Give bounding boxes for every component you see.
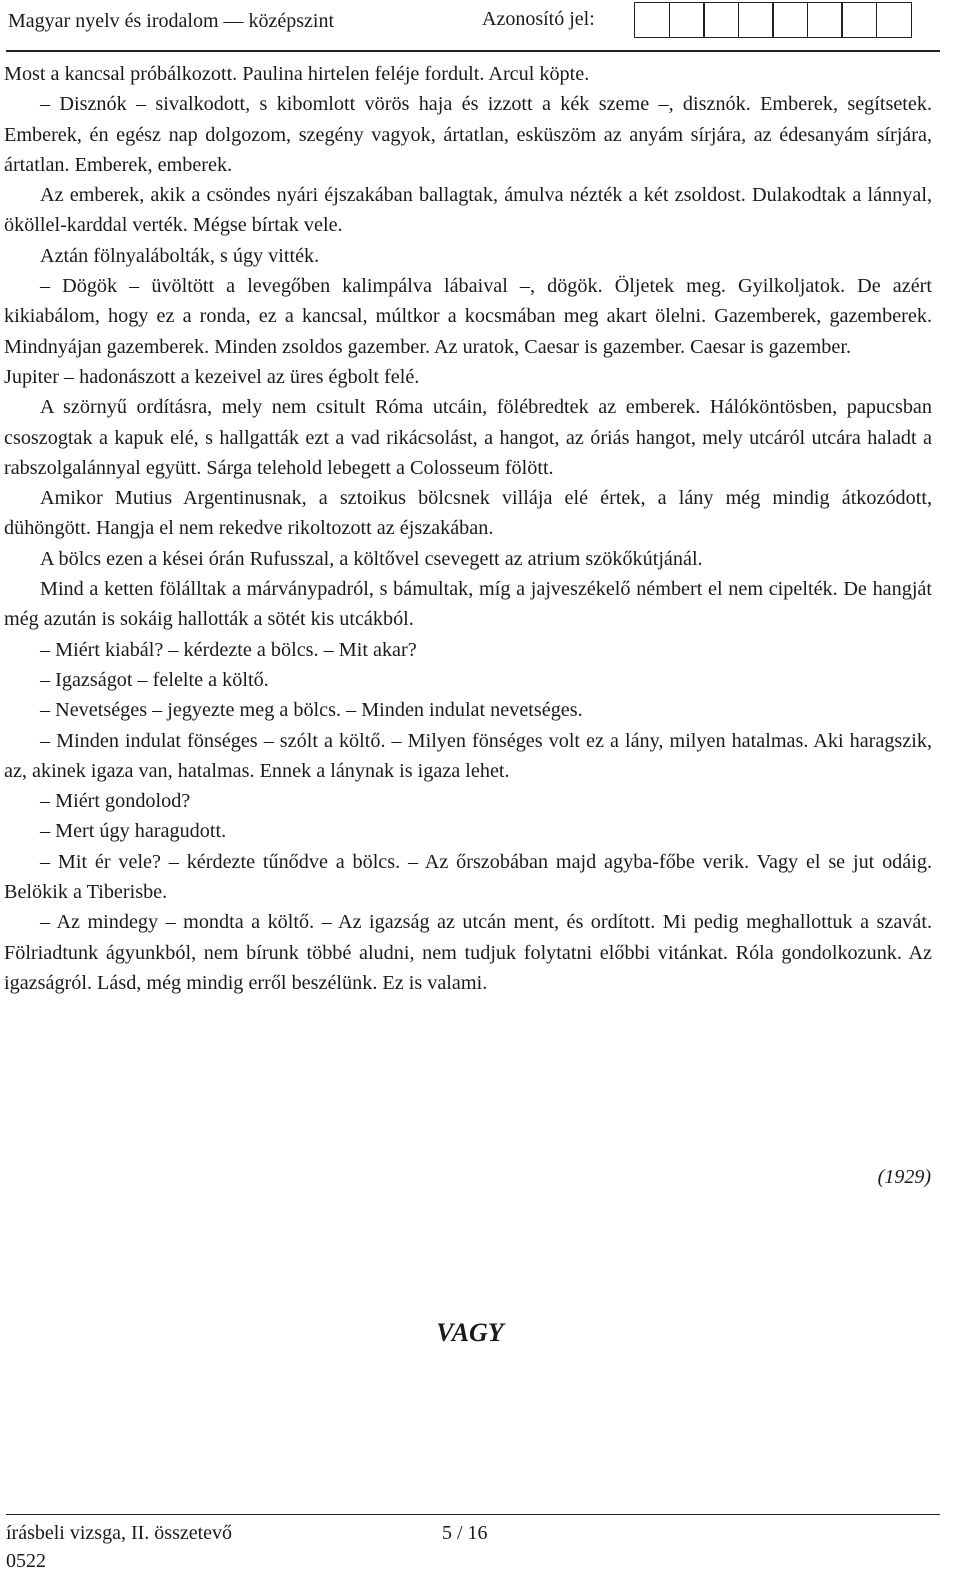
paragraph: Mind a ketten fölálltak a márványpadról, s bámultak, míg a jajveszékelő némbert el nem cipelték. De hangját még azután is sokáig hallották a sötét kis utcákból. (4, 578, 932, 631)
paragraph: – Az mindegy – mondta a költő. – Az igazság az utcán ment, és ordított. Mi pedig meghallottuk a szavát. Fölriadtunk ágyunkból, nem bírunk többé aludni, nem tudjuk folytatni előbbi vitánkat. Róla gondolkozunk. Az igazságról. Lásd, még mindig erről beszélünk. Ez is valami. (4, 911, 932, 994)
id-box[interactable] (669, 2, 705, 38)
id-box[interactable] (634, 2, 670, 38)
id-box[interactable] (876, 2, 912, 38)
exam-code: 0522 (6, 1550, 46, 1572)
paragraph: Most a kancsal próbálkozott. Paulina hirtelen feléje fordult. Arcul köpte. (4, 63, 590, 85)
paragraph: – Nevetséges – jegyezte meg a bölcs. – Minden indulat nevetséges. (40, 699, 583, 722)
id-box[interactable] (772, 2, 808, 38)
paragraph: Az emberek, akik a csöndes nyári éjszakában ballagtak, ámulva nézték a két zsoldost. Dulakodtak a lánnyal, ököllel-karddal verték. Mégse bírtak vele. (4, 184, 932, 237)
paragraph: A szörnyű ordításra, mely nem csitult Róma utcáin, fölébredtek az emberek. Hálóköntösben, papucsban csoszogtak a kapuk elé, s hallgatták ezt a vad rikácsolást, a hangot, az óriás hangot, mely utcáról utcára haladt a rabszolgalánnyal együtt. Sárga telehold lebegett a Colosseum fölött. (4, 396, 932, 479)
id-label: Azonosító jel: (482, 8, 595, 30)
paragraph: – Igazságot – felelte a költő. (40, 668, 269, 691)
paragraph: Jupiter – hadonászott a kezeivel az üres égbolt felé. (4, 365, 420, 388)
id-box[interactable] (703, 2, 739, 38)
paragraph: – Mit ér vele? – kérdezte tűnődve a bölcs. – Az őrszobában majd agyba-főbe verik. Vagy el se jut odáig. Belökik a Tiberisbe. (4, 850, 932, 904)
paragraph: – Miért kiabál? – kérdezte a bölcs. – Mit akar? (40, 638, 417, 661)
paragraph: – Dögök – üvöltött a levegőben kalimpálva lábaival –, dögök. Öljetek meg. Gyilkoljatok. De azért kikiabálom, hogy ez a ronda, ez a kancsal, múltkor a kocsmában meg akart ölelni. Gazemberek, gazemberek. Mindnyájan gazemberek. Minden zsoldos gazember. Az uratok, Caesar is gazember. Caesar is gazember. (4, 275, 932, 358)
paragraph: Amikor Mutius Argentinusnak, a sztoikus bölcsnek villája elé értek, a lány még mindig átkozódott, dühöngött. Hangja el nem rekedve rikoltozott az éjszakában. (4, 487, 932, 540)
story-text (4, 59, 932, 998)
footer-divider (6, 1514, 940, 1515)
page-header (0, 0, 960, 52)
id-box[interactable] (807, 2, 843, 38)
paragraph: – Mert úgy haragudott. (40, 820, 227, 843)
paragraph: Aztán fölnyalábolták, s úgy vitték. (40, 244, 320, 267)
paragraph: A bölcs ezen a kései órán Rufusszal, a költővel csevegett az atrium szökőkútjánál. (40, 547, 703, 570)
publication-year: (1929) (877, 1166, 931, 1188)
id-box[interactable] (841, 2, 877, 38)
id-boxes (634, 2, 910, 38)
paragraph: – Miért gondolod? (40, 790, 191, 813)
exam-part-label: írásbeli vizsga, II. összetevő (6, 1522, 233, 1544)
page-number: 5 / 16 (442, 1522, 488, 1544)
paragraph: – Disznók – sivalkodott, s kibomlott vörös haja és izzott a kék szeme –, disznók. Emberek, segítsetek. Emberek, én egész nap dolgozom, szegény vagyok, ártatlan, esküszöm az anyám sírjára, az édesanyám sírjára, ártatlan. Emberek, emberek. (4, 93, 932, 176)
header-divider (6, 50, 940, 52)
paragraph: – Minden indulat fönséges – szólt a költő. – Milyen fönséges volt ez a lány, milyen hatalmas. Aki haragszik, az, akinek igaza van, hatalmas. Ennek a lánynak is igaza lehet. (4, 729, 932, 782)
poem-title: VAGY (436, 1318, 504, 1347)
id-box[interactable] (738, 2, 774, 38)
exam-subject-title: Magyar nyelv és irodalom — középszint (8, 10, 335, 32)
